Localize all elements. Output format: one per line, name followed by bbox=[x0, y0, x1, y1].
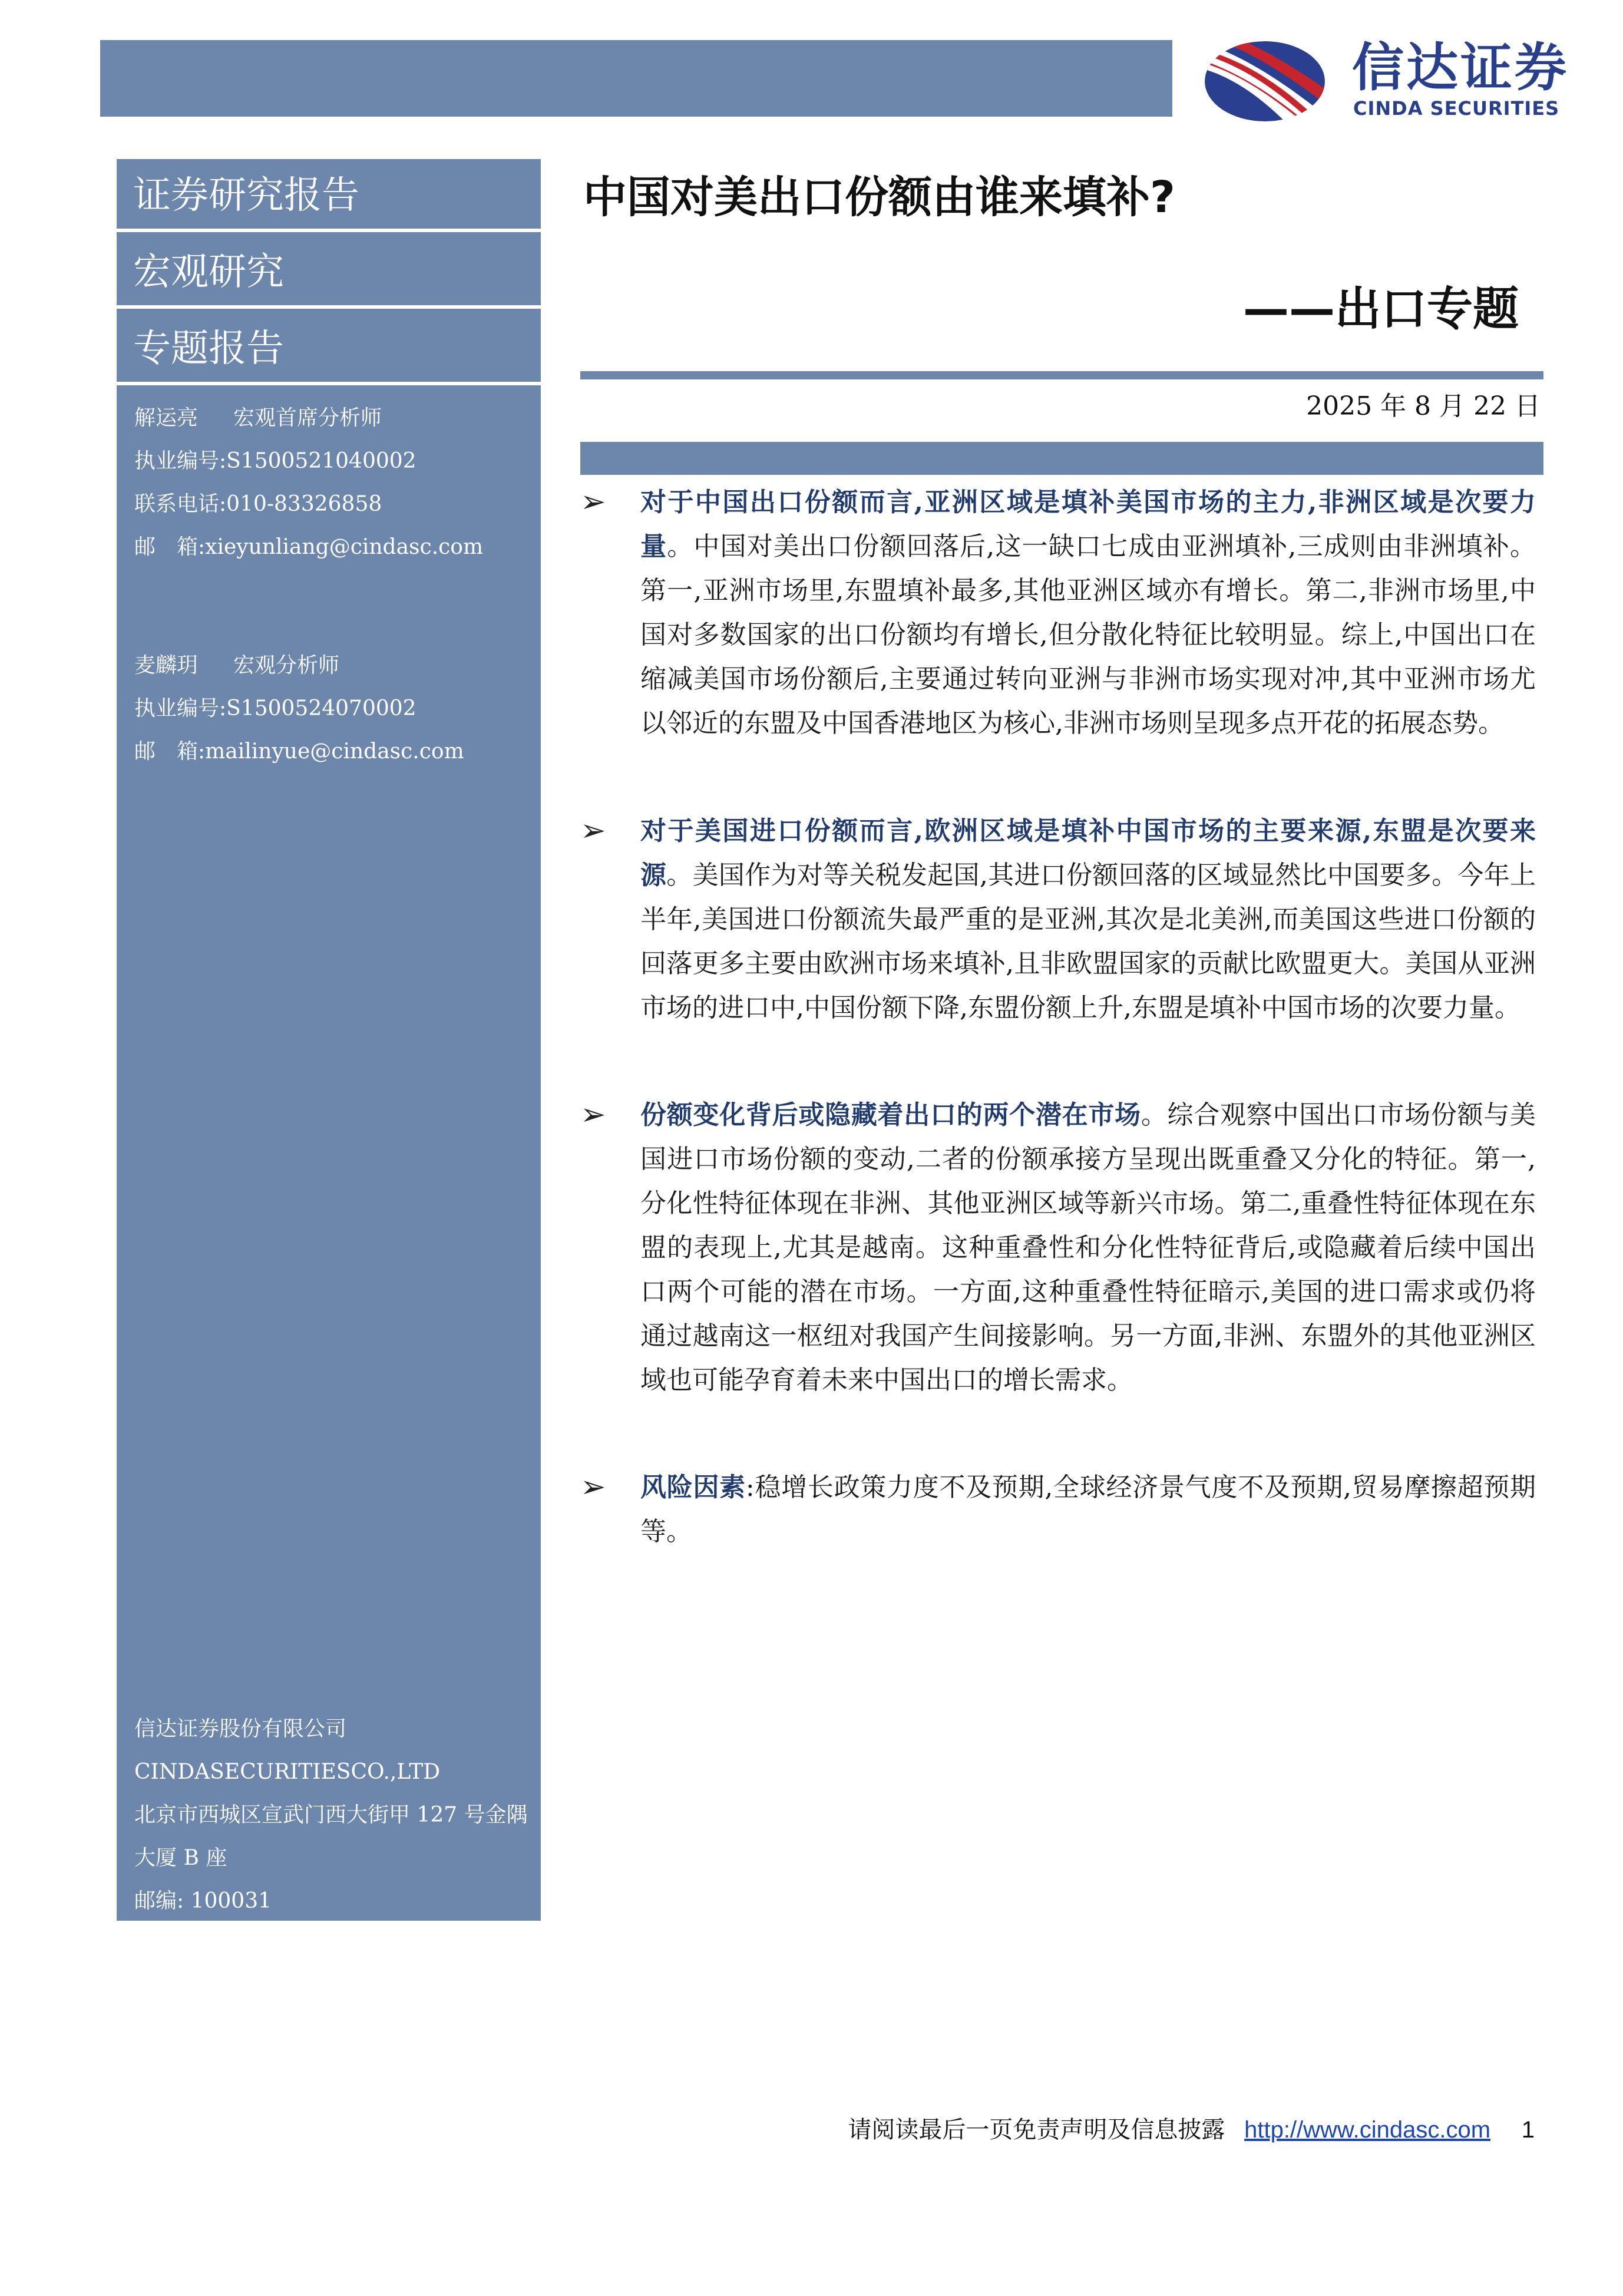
header-band bbox=[100, 40, 1172, 117]
bullet-lead: 对于美国进口份额而言,欧洲区域是填补中国市场的主要来源,东盟是次要来源 bbox=[640, 816, 1536, 890]
bullet-lead: 对于中国出口份额而言,亚洲区域是填补美国市场的主力,非洲区域是次要力量 bbox=[640, 487, 1536, 561]
analyst-1-title: 宏观首席分析师 bbox=[233, 406, 382, 430]
analyst-2-name-line bbox=[134, 651, 339, 680]
bullet-body: 。综合观察中国出口市场份额与美国进口市场份额的变动,二者的份额承接方呈现出既重叠又分化的特征。第一,分化性特征体现在非洲、其他亚洲区域等新兴市场。第二,重叠性特征体现在东盟的表现上,尤其是越南。这种重叠性和分化性特征背后,或隐藏着后续中国出口两个可能的潜在市场。一方面,这种重叠性特征暗示,美国的进口需求或仍将通过越南这一枢纽对我国产生间接影响。另一方面,非洲、东盟外的其他亚洲区域也可能孕育着未来中国出口的增长需求。 bbox=[640, 1100, 1536, 1395]
sidebar-header-category: 宏观研究 bbox=[117, 236, 541, 309]
company-name-cn: 信达证券股份有限公司 bbox=[134, 1717, 347, 1741]
analyst-2-email[interactable]: mailinyue@cindasc.com bbox=[205, 739, 464, 764]
analyst-2-title: 宏观分析师 bbox=[233, 653, 340, 678]
arrow-bullet-icon: ➢ bbox=[580, 484, 606, 520]
page-number: 1 bbox=[1521, 2117, 1535, 2143]
bullet-text bbox=[640, 480, 1536, 745]
analyst-1-email-label: 邮 箱: bbox=[134, 535, 206, 559]
company-postcode: 邮编: 100031 bbox=[134, 1889, 272, 1913]
footer-disclaimer: 请阅读最后一页免责声明及信息披露 bbox=[848, 2116, 1225, 2143]
analyst-2-cert: S1500524070002 bbox=[226, 696, 417, 721]
company-address-line1: 北京市西城区宣武门西大街甲 127 号金隅 bbox=[134, 1803, 528, 1827]
sidebar-header-report-type: 证券研究报告 bbox=[117, 159, 541, 232]
brand-name-cn: 信达证券 bbox=[1352, 37, 1569, 98]
company-address-line2: 大厦 B 座 bbox=[134, 1846, 227, 1870]
sidebar bbox=[117, 159, 541, 1921]
analyst-1-phone-line bbox=[134, 490, 382, 519]
report-subtitle: ——出口专题 bbox=[1243, 283, 1519, 336]
brand-logo bbox=[1199, 32, 1605, 127]
analyst-1-email-line bbox=[134, 533, 483, 562]
arrow-bullet-icon: ➢ bbox=[580, 813, 606, 848]
analyst-1-phone: 010-83326858 bbox=[226, 492, 382, 516]
bullet-lead: 份额变化背后或隐藏着出口的两个潜在市场 bbox=[640, 1100, 1141, 1130]
bullet-text bbox=[640, 809, 1536, 1030]
analyst-1-phone-label: 联系电话: bbox=[134, 492, 227, 516]
bullet-text bbox=[640, 1465, 1536, 1554]
footer-website-link[interactable]: http://www.cindasc.com bbox=[1244, 2117, 1491, 2143]
sidebar-header-subcategory: 专题报告 bbox=[117, 312, 541, 385]
bullet-body: :稳增长政策力度不及预期,全球经济景气度不及预期,贸易摩擦超预期等。 bbox=[640, 1472, 1536, 1547]
analyst-2-cert-label: 执业编号: bbox=[134, 696, 227, 721]
page-footer bbox=[848, 2112, 1535, 2148]
analyst-1-name-line bbox=[134, 404, 382, 433]
company-name-en: CINDASECURITIESCO.,LTD bbox=[134, 1760, 441, 1784]
title-divider bbox=[580, 371, 1543, 379]
summary-band bbox=[580, 442, 1543, 475]
analyst-1-name: 解运亮 bbox=[134, 406, 199, 430]
analyst-1-cert-line bbox=[134, 447, 417, 476]
analyst-2-email-label: 邮 箱: bbox=[134, 739, 206, 764]
analyst-1-email[interactable]: xieyunliang@cindasc.com bbox=[205, 535, 484, 559]
bullet-body: 。中国对美出口份额回落后,这一缺口七成由亚洲填补,三成则由非洲填补。第一,亚洲市场里,东盟填补最多,其他亚洲区域亦有增长。第二,非洲市场里,中国对多数国家的出口份额均有增长,但分散化特征比较明显。综上,中国出口在缩减美国市场份额后,主要通过转向亚洲与非洲市场实现对冲,其中亚洲市场尤以邻近的东盟及中国香港地区为核心,非洲市场则呈现多点开花的拓展态势。 bbox=[640, 531, 1536, 738]
cinda-swoosh-logo-icon bbox=[1199, 35, 1328, 124]
analyst-2-name: 麦麟玥 bbox=[134, 653, 199, 678]
bullet-body: 。美国作为对等关税发起国,其进口份额回落的区域显然比中国要多。今年上半年,美国进口份额流失最严重的是亚洲,其次是北美洲,而美国这些进口份额的回落更多主要由欧洲市场来填补,且非欧盟国家的贡献比欧盟更大。美国从亚洲市场的进口中,中国份额下降,东盟份额上升,东盟是填补中国市场的次要力量。 bbox=[640, 860, 1536, 1023]
analyst-2-cert-line bbox=[134, 694, 417, 724]
analyst-2-email-line bbox=[134, 737, 464, 767]
report-title: 中国对美出口份额由谁来填补? bbox=[583, 172, 1175, 223]
analyst-1-cert-label: 执业编号: bbox=[134, 449, 227, 473]
bullet-lead: 风险因素 bbox=[640, 1472, 746, 1502]
arrow-bullet-icon: ➢ bbox=[580, 1097, 606, 1132]
report-date: 2025 年 8 月 22 日 bbox=[1306, 391, 1541, 421]
brand-name-en: CINDA SECURITIES bbox=[1353, 97, 1560, 120]
bullet-text bbox=[640, 1093, 1536, 1402]
analyst-1-cert: S1500521040002 bbox=[226, 449, 417, 473]
arrow-bullet-icon: ➢ bbox=[580, 1469, 606, 1505]
